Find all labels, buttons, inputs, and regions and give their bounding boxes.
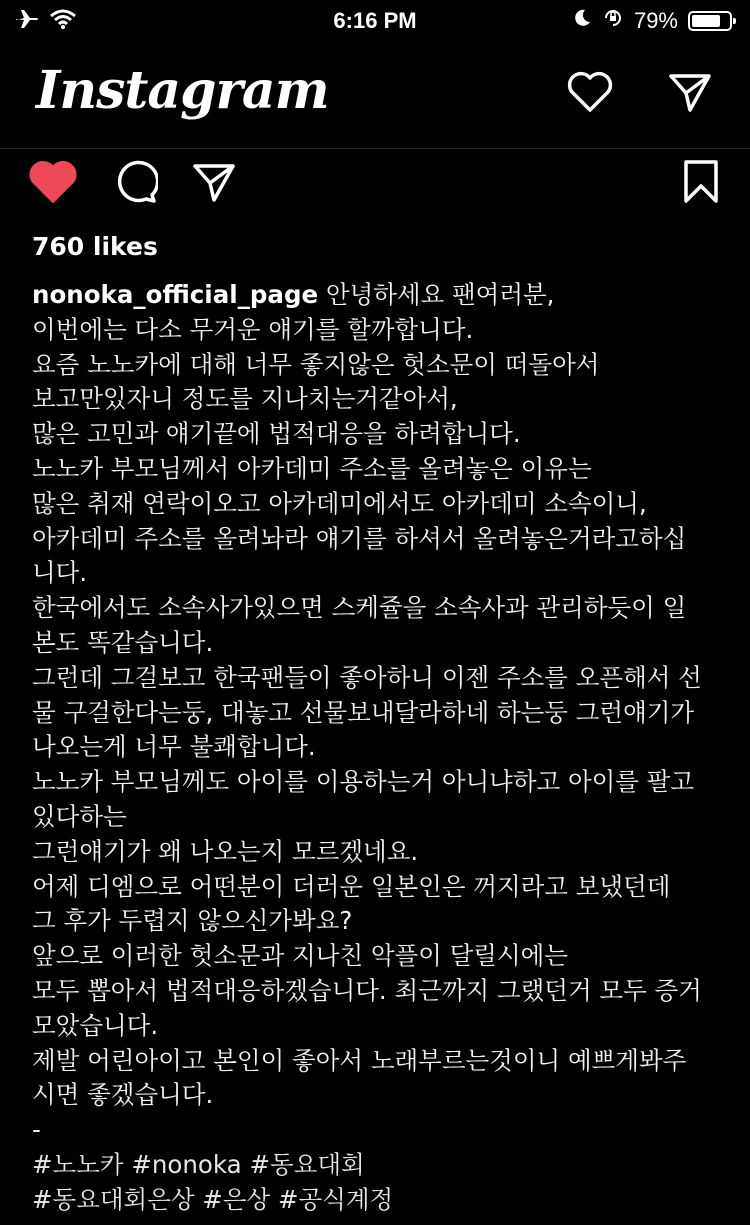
instagram-logo[interactable]: Instagram xyxy=(36,60,329,121)
caption-line: 많은 취재 연락이오고 아카데미에서도 아카데미 소속이니, xyxy=(32,488,647,518)
caption-line: 그런얘기가 왜 나오는지 모르겠네요. xyxy=(32,836,419,866)
status-bar xyxy=(0,0,750,40)
hashtag-link[interactable]: #노노카 xyxy=(32,1149,124,1179)
hashtag-link[interactable]: #동요대회 xyxy=(249,1149,365,1179)
comment-icon xyxy=(112,190,158,209)
post-caption xyxy=(32,278,722,1218)
hashtag-link[interactable]: #공식계정 xyxy=(278,1184,394,1214)
caption-line: 어제 디엠으로 어떤분이 더러운 일본인은 꺼지라고 보냈던데 xyxy=(32,871,671,901)
caption-line: 요즘 노노카에 대해 너무 좋지않은 헛소문이 떠돌아서 xyxy=(32,349,600,379)
likes-count[interactable]: 760 likes xyxy=(32,232,158,261)
rotation-lock-icon xyxy=(602,7,624,35)
hashtag-link[interactable]: #은상 xyxy=(202,1184,271,1214)
caption-line: 보고만있자니 정도를 지나치는거같아서, xyxy=(32,384,458,414)
caption-line: 많은 고민과 얘기끝에 법적대응을 하려합니다. xyxy=(32,419,521,449)
status-time: 6:16 PM xyxy=(333,8,417,33)
caption-line: 앞으로 이러한 헛소문과 지나친 악플이 달릴시에는 xyxy=(32,941,568,971)
share-button[interactable] xyxy=(192,161,236,207)
activity-button[interactable] xyxy=(566,70,614,118)
hashtag-line xyxy=(32,1148,722,1183)
app-header xyxy=(0,44,750,149)
caption-first-line xyxy=(32,278,722,313)
battery-level xyxy=(692,15,720,27)
caption-line: 노노카 부모님께서 아카데미 주소를 올려놓은 이유는 xyxy=(32,453,592,483)
caption-line: 아카데미 주소를 올려놔라 얘기를 하셔서 올려놓은거라고하십 xyxy=(32,523,687,553)
caption-line: 한국에서도 소속사가있으면 스케쥴을 소속사과 관리하듯이 일 xyxy=(32,593,687,623)
hashtag-line xyxy=(32,1183,722,1218)
hashtag-link[interactable]: #동요대회은상 xyxy=(32,1184,195,1214)
direct-message-button[interactable] xyxy=(666,70,714,118)
heart-filled-icon xyxy=(28,190,78,209)
caption-line: 있다하는 xyxy=(32,801,127,831)
moon-icon xyxy=(572,8,592,34)
caption-line: 모두 뽑아서 법적대응하겠습니다. 최근까지 그랬던거 모두 증거 xyxy=(32,975,702,1005)
hashtag-list xyxy=(32,1148,722,1218)
caption-text: 안녕하세요 팬여러분, xyxy=(318,280,555,309)
caption-line: 그 후가 두렵지 않으신가봐요? xyxy=(32,906,353,936)
caption-line: 노노카 부모님께도 아이를 이용하는거 아니냐하고 아이를 팔고 xyxy=(32,767,695,797)
username-link[interactable]: nonoka_official_page xyxy=(32,280,319,309)
caption-body xyxy=(32,313,722,1148)
caption-line: 물 구걸한다는둥, 대놓고 선물보내달라하네 하는둥 그런얘기가 xyxy=(32,697,695,727)
bookmark-icon xyxy=(682,190,720,209)
battery-icon xyxy=(688,11,732,31)
caption-line: 이번에는 다소 무거운 얘기를 할까합니다. xyxy=(32,314,474,344)
caption-line: - xyxy=(32,1115,41,1145)
caption-line: 시면 좋겠습니다. xyxy=(32,1080,214,1110)
save-button[interactable] xyxy=(682,159,720,209)
caption-line: 니다. xyxy=(32,558,88,588)
share-icon xyxy=(192,188,236,207)
caption-line: 본도 똑같습니다. xyxy=(32,627,214,657)
direct-message-icon xyxy=(668,71,712,117)
heart-outline-icon xyxy=(567,71,613,117)
caption-line: 그런데 그걸보고 한국팬들이 좋아하니 이젠 주소를 오픈해서 선 xyxy=(32,662,702,692)
comment-button[interactable] xyxy=(112,159,158,209)
caption-line: 나오는게 너무 불쾌합니다. xyxy=(32,732,316,762)
battery-percentage: 79% xyxy=(633,8,678,33)
like-button[interactable] xyxy=(28,159,78,209)
caption-line: 제발 어린아이고 본인이 좋아서 노래부르는것이니 예쁘게봐주 xyxy=(32,1045,687,1075)
hashtag-link[interactable]: #nonoka xyxy=(131,1149,242,1179)
caption-line: 모았습니다. xyxy=(32,1010,159,1040)
post-actions xyxy=(0,155,750,215)
